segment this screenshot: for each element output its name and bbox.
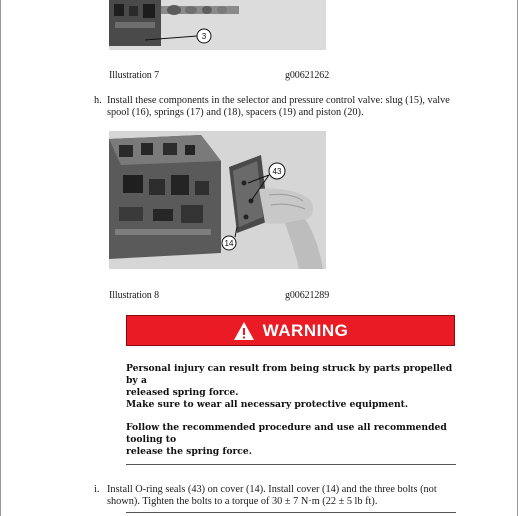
- warning-paragraph-3: [126, 422, 461, 458]
- illustration-8-code: g00621289: [285, 290, 330, 301]
- step-i-marker: i.: [94, 484, 100, 495]
- step-h-line-2: spool (16), springs (17) and (18), spacers (19) and piston (20).: [107, 107, 364, 118]
- warning-divider: [126, 464, 456, 465]
- step-i-line-1: Install O-ring seals (43) on cover (14). Install cover (14) and the three bolts (not: [107, 484, 437, 495]
- warning-paragraph-2: Make sure to wear all necessary protective equipment.: [126, 399, 409, 410]
- warning-paragraph-3-line-1: Follow the recommended procedure and use all recommended tooling to: [126, 422, 447, 445]
- warning-triangle-icon: [233, 321, 255, 341]
- warning-title: WARNING: [262, 320, 349, 340]
- page-edge-right: [517, 0, 518, 516]
- illustration-8-callout-14: 14: [224, 239, 234, 248]
- warning-banner: [126, 315, 455, 346]
- step-i: [94, 484, 474, 508]
- illustration-7-code: g00621262: [285, 70, 330, 81]
- step-h-line-1: Install these components in the selector and pressure control valve: slug (15), valve: [107, 95, 450, 106]
- warning-paragraph-3-line-2: release the spring force.: [126, 446, 252, 457]
- illustration-7-callout-3: 3: [201, 32, 207, 41]
- warning-paragraph-1-line-1: Personal injury can result from being struck by parts propelled by a: [126, 363, 453, 386]
- illustration-7-photo: [109, 0, 326, 50]
- illustration-8-caption: Illustration 8: [109, 290, 159, 301]
- page-edge-left: [0, 0, 1, 516]
- bottom-divider: [126, 512, 456, 513]
- step-i-line-2: shown). Tighten the bolts to a torque of 30 ± 7 N·m (22 ± 5 lb ft).: [107, 496, 378, 507]
- warning-paragraph-1-line-2: released spring force.: [126, 387, 239, 398]
- warning-paragraph-1: [126, 363, 461, 399]
- step-h-marker: h.: [94, 95, 102, 106]
- illustration-7-caption: Illustration 7: [109, 70, 159, 81]
- illustration-8-photo: [109, 131, 326, 269]
- step-h: [94, 95, 474, 119]
- illustration-8-callout-43: 43: [272, 167, 282, 176]
